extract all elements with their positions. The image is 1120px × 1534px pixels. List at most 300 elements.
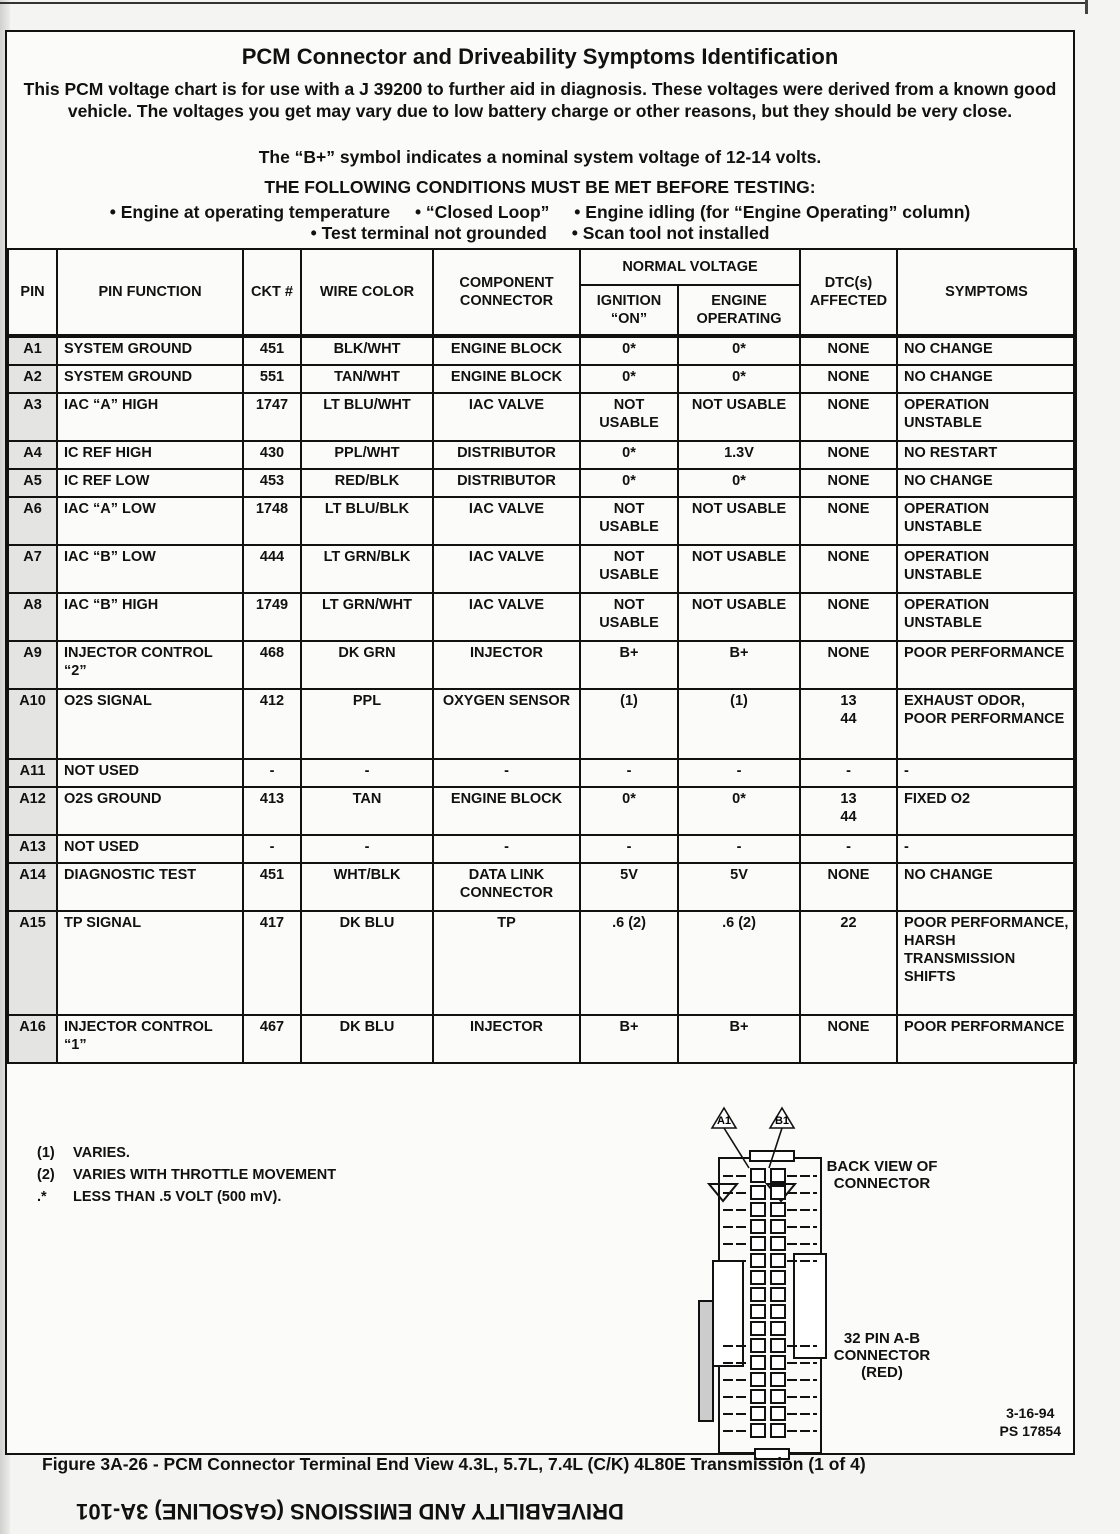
ckt-cell-text: 451: [259, 341, 285, 357]
component-connector-cell: [433, 497, 580, 545]
pin-cell-text: A4: [23, 445, 42, 461]
pin-cell: [8, 469, 57, 497]
dtc-cell: [800, 787, 897, 835]
symptoms-cell-text: FIXED O2: [904, 791, 971, 807]
ckt-cell: [243, 835, 301, 863]
pin-cell: [8, 545, 57, 593]
col-header-dtcs-affected: DTC(s) AFFECTED: [800, 249, 897, 336]
wire-color-cell-text: TAN: [352, 791, 382, 807]
component-connector-cell-text: IAC VALVE: [468, 397, 545, 413]
pin-count-label: 32 PIN A-B CONNECTOR (RED): [833, 1330, 931, 1381]
engine-operating-voltage-cell: [678, 469, 800, 497]
chart-title: PCM Connector and Driveability Symptoms Identification: [241, 44, 839, 69]
pin-function-cell: [57, 336, 243, 365]
symptoms-cell-text: OPERATION UNSTABLE: [904, 597, 990, 631]
ignition-on-voltage-cell: [580, 835, 678, 863]
pin-function-cell: [57, 469, 243, 497]
wire-color-cell-text: -: [364, 839, 370, 855]
engine-operating-voltage-cell-text: 0*: [732, 341, 746, 357]
engine-operating-voltage-cell-text: .6 (2): [722, 915, 756, 931]
connector-pin-B12: [771, 1356, 785, 1369]
back-view-label: BACK VIEW OF CONNECTOR: [826, 1158, 938, 1192]
wire-color-cell-text: WHT/BLK: [333, 867, 401, 883]
symptoms-cell: [897, 441, 1076, 469]
ckt-cell: [243, 336, 301, 365]
col-header-component-connector: COMPONENT CONNECTOR: [433, 249, 580, 336]
dtc-cell-text: NONE: [827, 445, 870, 461]
dtc-cell-text: NONE: [827, 1019, 870, 1035]
component-connector-cell: [433, 393, 580, 441]
component-connector-cell-text: INJECTOR: [469, 645, 544, 661]
pin-function-cell-text: IC REF HIGH: [64, 445, 152, 461]
symptoms-cell: [897, 835, 1076, 863]
ckt-cell: [243, 593, 301, 641]
symptoms-cell: [897, 393, 1076, 441]
footnote-mark: (1): [37, 1145, 55, 1161]
pin-cell: [8, 641, 57, 689]
ckt-cell-text: 430: [259, 445, 285, 461]
symptoms-cell: [897, 641, 1076, 689]
pin-function-cell: [57, 545, 243, 593]
ignition-on-voltage-cell-text: NOT USABLE: [599, 597, 659, 631]
pin-function-cell: [57, 863, 243, 911]
ignition-on-voltage-cell-text: (1): [620, 693, 638, 709]
engine-operating-voltage-cell: [678, 787, 800, 835]
ckt-cell-text: 453: [259, 473, 285, 489]
ckt-cell: [243, 787, 301, 835]
pin-cell-text: A2: [23, 369, 42, 385]
ignition-on-voltage-cell: [580, 863, 678, 911]
component-connector-cell: [433, 759, 580, 787]
component-connector-cell: [433, 545, 580, 593]
engine-operating-voltage-cell: [678, 641, 800, 689]
dtc-cell: [800, 641, 897, 689]
ckt-cell-text: 1749: [255, 597, 289, 613]
dtc-cell-text: NONE: [827, 549, 870, 565]
ignition-on-voltage-cell-text: B+: [619, 1019, 639, 1035]
table-row: [8, 336, 1076, 365]
symptoms-cell-text: -: [904, 763, 909, 779]
pin-cell-text: A11: [19, 763, 46, 779]
pin-function-cell-text: NOT USED: [64, 763, 139, 779]
col-header-pin: PIN: [8, 249, 57, 336]
dtc-cell-text: -: [846, 763, 851, 779]
pin-function-cell: [57, 1015, 243, 1063]
wire-color-cell: [301, 835, 433, 863]
engine-operating-voltage-cell: [678, 689, 800, 759]
ignition-on-voltage-cell-text: .6 (2): [612, 915, 646, 931]
connector-pin-A3: [751, 1203, 765, 1216]
wire-color-cell: [301, 365, 433, 393]
symptoms-cell: [897, 469, 1076, 497]
engine-operating-voltage-cell: [678, 1015, 800, 1063]
symptoms-cell-text: OPERATION UNSTABLE: [904, 397, 990, 431]
col-header-ignition-on: IGNITION “ON”: [580, 285, 678, 336]
engine-operating-voltage-cell-text: NOT USABLE: [691, 501, 787, 517]
figure-caption: Figure 3A-26 - PCM Connector Terminal End View 4.3L, 5.7L, 7.4L (C/K) 4L80E Transmission (1 of 4): [42, 1454, 866, 1474]
pin-cell: [8, 497, 57, 545]
wire-color-cell-text: -: [364, 763, 370, 779]
dtc-cell-text: NONE: [827, 341, 870, 357]
connector-pin-A1: [751, 1169, 765, 1182]
pin-function-cell-text: NOT USED: [64, 839, 139, 855]
footnote: [37, 1186, 336, 1208]
pin-function-cell-text: IAC “B” HIGH: [64, 597, 159, 613]
ckt-cell: [243, 393, 301, 441]
symptoms-cell-text: EXHAUST ODOR, POOR PERFORMANCE: [904, 693, 1065, 727]
pin-cell: [8, 759, 57, 787]
pin-cell: [8, 689, 57, 759]
pin-function-cell-text: INJECTOR CONTROL: [64, 645, 213, 661]
dtc-cell: [800, 545, 897, 593]
pin-function-cell: [57, 393, 243, 441]
connector-pin-A8: [751, 1288, 765, 1301]
ckt-cell: [243, 469, 301, 497]
pin-function-cell-text: IC REF LOW: [64, 473, 150, 489]
footnotes: [37, 1142, 336, 1208]
ckt-cell-text: 417: [259, 915, 285, 931]
ckt-cell-text: 1747: [255, 397, 289, 413]
ckt-cell-text: 1748: [255, 501, 289, 517]
symptoms-cell-text: OPERATION UNSTABLE: [904, 501, 990, 535]
wire-color-cell-text: PPL: [352, 693, 382, 709]
component-connector-cell-text: DISTRIBUTOR: [457, 473, 556, 489]
dtc-cell-text: NONE: [827, 397, 870, 413]
ignition-on-voltage-cell-text: 0*: [622, 445, 636, 461]
footnote: [37, 1142, 336, 1164]
pin-function-cell-text: TP SIGNAL: [64, 915, 142, 931]
table-header-row: [8, 249, 1076, 285]
connector-pin-B7: [771, 1271, 785, 1284]
wire-color-cell: [301, 593, 433, 641]
pcm-chart-frame: [5, 30, 1075, 1455]
engine-operating-voltage-cell-text: 0*: [732, 369, 746, 385]
pin-function-cell: [57, 689, 243, 759]
conditions-line-2: [7, 223, 1073, 244]
footnote-text: LESS THAN .5 VOLT (500 mV).: [73, 1189, 282, 1205]
ckt-cell: [243, 759, 301, 787]
symptoms-cell-text: NO CHANGE: [904, 867, 993, 883]
ignition-on-voltage-cell: [580, 689, 678, 759]
component-connector-cell: [433, 336, 580, 365]
pin-cell: [8, 863, 57, 911]
engine-operating-voltage-cell: [678, 545, 800, 593]
date-code-date: 3-16-94: [1006, 1405, 1055, 1421]
connector-diagram: [687, 1106, 827, 1466]
ignition-on-voltage-cell-text: 5V: [620, 867, 638, 883]
intro-paragraph: This PCM voltage chart is for use with a J 39200 to further aid in diagnosis. These voltages were derived from a known good vehicle. The voltages you get may vary due to low battery charge or other reasons, but they should be very close.: [23, 79, 1057, 121]
pin-cell: [8, 1015, 57, 1063]
wire-color-cell-text: RED/BLK: [334, 473, 400, 489]
footnote: [37, 1164, 336, 1186]
connector-pin-B8: [771, 1288, 785, 1301]
symptoms-cell: [897, 1015, 1076, 1063]
engine-operating-voltage-cell-text: (1): [730, 693, 748, 709]
a1-leader-line: [724, 1128, 749, 1168]
connector-pin-A15: [751, 1407, 765, 1420]
dtc-cell-text: 13 44: [840, 791, 857, 825]
wire-color-cell: [301, 545, 433, 593]
pin-function-cell-text: O2S GROUND: [64, 791, 162, 807]
connector-pin-A16: [751, 1424, 765, 1437]
wire-color-cell: [301, 641, 433, 689]
pin-function-cell: [57, 365, 243, 393]
component-connector-cell-text: -: [504, 839, 509, 855]
condition-item: • “Closed Loop”: [414, 202, 550, 222]
pin-table: [7, 248, 1077, 1064]
component-connector-cell-text: IAC VALVE: [468, 501, 545, 517]
running-head-upside-down: DRIVEABILITY AND EMISSIONS (GASOLINE) 3A-101: [76, 1499, 624, 1524]
component-connector-cell: [433, 365, 580, 393]
pin-function-cell-text: IAC “B” LOW: [64, 549, 156, 565]
symptoms-cell-text: NO CHANGE: [904, 341, 993, 357]
ckt-cell: [243, 441, 301, 469]
component-connector-cell: [433, 787, 580, 835]
b1-label: B1: [774, 1115, 790, 1127]
pin-cell: [8, 835, 57, 863]
dtc-cell-text: NONE: [827, 597, 870, 613]
ignition-on-voltage-cell: [580, 545, 678, 593]
component-connector-cell: [433, 469, 580, 497]
symptoms-cell: [897, 593, 1076, 641]
ckt-cell: [243, 689, 301, 759]
symptoms-cell: [897, 689, 1076, 759]
col-header-wire-color: WIRE COLOR: [301, 249, 433, 336]
engine-operating-voltage-cell-text: NOT USABLE: [691, 597, 787, 613]
wire-color-cell: [301, 787, 433, 835]
dtc-cell: [800, 1015, 897, 1063]
ignition-on-voltage-cell-text: 0*: [622, 791, 636, 807]
connector-pin-A6: [751, 1254, 765, 1267]
component-connector-cell-text: OXYGEN SENSOR: [442, 693, 571, 709]
condition-item: • Engine idling (for “Engine Operating” column): [574, 202, 971, 222]
wire-color-cell-text: LT GRN/BLK: [323, 549, 411, 565]
symptoms-cell: [897, 911, 1076, 1015]
symptoms-cell: [897, 545, 1076, 593]
right-edge-mark: [1085, 0, 1088, 14]
dtc-cell: [800, 593, 897, 641]
dtc-cell: [800, 863, 897, 911]
symptoms-cell: [897, 497, 1076, 545]
dtc-cell-text: 13 44: [840, 693, 857, 727]
ckt-cell-text: 467: [259, 1019, 285, 1035]
connector-pin-B5: [771, 1237, 785, 1250]
table-row: [8, 835, 1076, 863]
symptoms-cell-text: NO CHANGE: [904, 369, 993, 385]
ckt-cell-text: 468: [259, 645, 285, 661]
pin-cell-text: A3: [23, 397, 42, 413]
pin-function-cell: [57, 441, 243, 469]
component-connector-cell-text: TP: [497, 915, 516, 931]
symptoms-cell: [897, 336, 1076, 365]
symptoms-cell-text: POOR PERFORMANCE, HARSH TRANSMISSION SHIFTS: [904, 915, 1069, 985]
connector-pin-B15: [771, 1407, 785, 1420]
dtc-cell-text: NONE: [827, 645, 870, 661]
ignition-on-voltage-cell-text: 0*: [622, 341, 636, 357]
ignition-on-voltage-cell: [580, 759, 678, 787]
pin-function-cell-text: IAC “A” HIGH: [64, 397, 159, 413]
pin-cell: [8, 393, 57, 441]
connector-pin-A4: [751, 1220, 765, 1233]
connector-pin-B10: [771, 1322, 785, 1335]
ignition-on-voltage-cell: [580, 365, 678, 393]
footnote-mark: .*: [37, 1189, 47, 1205]
engine-operating-voltage-cell: [678, 759, 800, 787]
connector-pin-A5: [751, 1237, 765, 1250]
col-header-engine-operating: ENGINE OPERATING: [678, 285, 800, 336]
pin-cell: [8, 365, 57, 393]
table-row: [8, 545, 1076, 593]
dtc-cell: [800, 336, 897, 365]
ignition-on-voltage-cell: [580, 441, 678, 469]
engine-operating-voltage-cell-text: 5V: [730, 867, 748, 883]
pin-function-cell: [57, 641, 243, 689]
ignition-on-voltage-cell-text: NOT USABLE: [599, 397, 659, 431]
engine-operating-voltage-cell-text: B+: [729, 1019, 749, 1035]
dtc-cell: [800, 911, 897, 1015]
dtc-cell: [800, 689, 897, 759]
engine-operating-voltage-cell-text: 1.3V: [724, 445, 754, 461]
wire-color-cell: [301, 393, 433, 441]
connector-pin-A9: [751, 1305, 765, 1318]
pin-function-cell: [57, 911, 243, 1015]
table-row: [8, 469, 1076, 497]
pin-function-cell: [57, 497, 243, 545]
wire-color-cell-text: PPL/WHT: [334, 445, 400, 461]
symptoms-cell-text: POOR PERFORMANCE: [904, 1019, 1065, 1035]
pin-cell-text: A5: [23, 473, 42, 489]
ignition-on-voltage-cell-text: NOT USABLE: [599, 549, 659, 583]
component-connector-cell: [433, 1015, 580, 1063]
pin-cell: [8, 336, 57, 365]
wire-color-cell: [301, 911, 433, 1015]
component-connector-cell-text: ENGINE BLOCK: [450, 791, 563, 807]
wire-color-cell-text: LT GRN/WHT: [322, 597, 412, 613]
connector-pin-B4: [771, 1220, 785, 1233]
symptoms-cell: [897, 365, 1076, 393]
wire-color-cell: [301, 441, 433, 469]
symptoms-cell-text: -: [904, 839, 909, 855]
wire-color-cell-text: BLK/WHT: [333, 341, 401, 357]
symptoms-cell: [897, 787, 1076, 835]
pin-cell: [8, 787, 57, 835]
pin-function-cell: [57, 835, 243, 863]
symptoms-cell-text: OPERATION UNSTABLE: [904, 549, 990, 583]
engine-operating-voltage-cell: [678, 365, 800, 393]
connector-pin-A11: [751, 1339, 765, 1352]
footnote-text: VARIES.: [73, 1145, 130, 1161]
connector-pin-A12: [751, 1356, 765, 1369]
connector-pin-B9: [771, 1305, 785, 1318]
connector-pin-A2: [751, 1186, 765, 1199]
ckt-cell: [243, 497, 301, 545]
ignition-on-voltage-cell: [580, 1015, 678, 1063]
engine-operating-voltage-cell: [678, 863, 800, 911]
ignition-on-voltage-cell: [580, 336, 678, 365]
engine-operating-voltage-cell: [678, 441, 800, 469]
pin-function-cell-text: IAC “A” LOW: [64, 501, 156, 517]
engine-operating-voltage-cell-text: -: [736, 839, 742, 855]
wire-color-cell-text: LT BLU/WHT: [323, 397, 411, 413]
table-row: [8, 911, 1076, 1015]
ckt-cell: [243, 641, 301, 689]
dtc-cell-text: NONE: [827, 473, 870, 489]
dtc-cell: [800, 365, 897, 393]
engine-operating-voltage-cell: [678, 393, 800, 441]
table-row: [8, 863, 1076, 911]
symptoms-cell-text: NO CHANGE: [904, 473, 993, 489]
col-header-ckt: CKT #: [243, 249, 301, 336]
component-connector-cell-text: INJECTOR: [469, 1019, 544, 1035]
pin-function-cell-text: SYSTEM GROUND: [64, 341, 193, 357]
component-connector-cell: [433, 593, 580, 641]
component-connector-cell: [433, 441, 580, 469]
pin-table-body: [8, 336, 1076, 1063]
pin-function-cell: [57, 759, 243, 787]
component-connector-cell: [433, 863, 580, 911]
table-row: [8, 759, 1076, 787]
component-connector-cell-text: IAC VALVE: [468, 549, 545, 565]
connector-pin-A7: [751, 1271, 765, 1284]
engine-operating-voltage-cell-text: NOT USABLE: [691, 397, 787, 413]
col-header-symptoms: SYMPTOMS: [897, 249, 1076, 336]
ckt-cell: [243, 545, 301, 593]
symptoms-cell-text: POOR PERFORMANCE: [904, 645, 1065, 661]
wire-color-cell: [301, 863, 433, 911]
ckt-cell: [243, 863, 301, 911]
engine-operating-voltage-cell: [678, 911, 800, 1015]
dtc-cell: [800, 441, 897, 469]
wire-color-cell-text: LT BLU/BLK: [324, 501, 410, 517]
condition-item: • Test terminal not grounded: [310, 223, 547, 243]
table-row: [8, 787, 1076, 835]
table-row: [8, 593, 1076, 641]
wire-color-cell: [301, 689, 433, 759]
connector-pin-B3: [771, 1203, 785, 1216]
pin-function-cell: [57, 787, 243, 835]
pin-cell-text: A1: [23, 341, 42, 357]
pin-function-cell-text: O2S SIGNAL: [64, 693, 152, 709]
engine-operating-voltage-cell: [678, 593, 800, 641]
ckt-cell: [243, 911, 301, 1015]
pin-cell-text: A12: [19, 791, 46, 807]
engine-operating-voltage-cell-text: -: [736, 763, 742, 779]
pin-cell: [8, 441, 57, 469]
pin-cell-text: A16: [19, 1019, 46, 1035]
symptoms-cell: [897, 759, 1076, 787]
a1-label: A1: [716, 1115, 732, 1127]
pin-function-cell-text: DIAGNOSTIC TEST: [64, 867, 197, 883]
dtc-cell-text: NONE: [827, 867, 870, 883]
connector-pin-B11: [771, 1339, 785, 1352]
ckt-cell-text: 551: [259, 369, 285, 385]
pin-cell-text: A8: [23, 597, 42, 613]
component-connector-cell-text: DATA LINK CONNECTOR: [459, 867, 554, 901]
table-row: [8, 497, 1076, 545]
component-connector-cell-text: ENGINE BLOCK: [450, 341, 563, 357]
dtc-cell: [800, 393, 897, 441]
connector-pin-B2: [771, 1186, 785, 1199]
wire-color-cell-text: TAN/WHT: [334, 369, 400, 385]
dtc-cell-text: -: [846, 839, 851, 855]
dtc-cell: [800, 759, 897, 787]
ignition-on-voltage-cell: [580, 593, 678, 641]
wire-color-cell: [301, 759, 433, 787]
component-connector-cell: [433, 835, 580, 863]
pin-function-cell: [57, 593, 243, 641]
ckt-cell: [243, 1015, 301, 1063]
component-connector-cell: [433, 641, 580, 689]
